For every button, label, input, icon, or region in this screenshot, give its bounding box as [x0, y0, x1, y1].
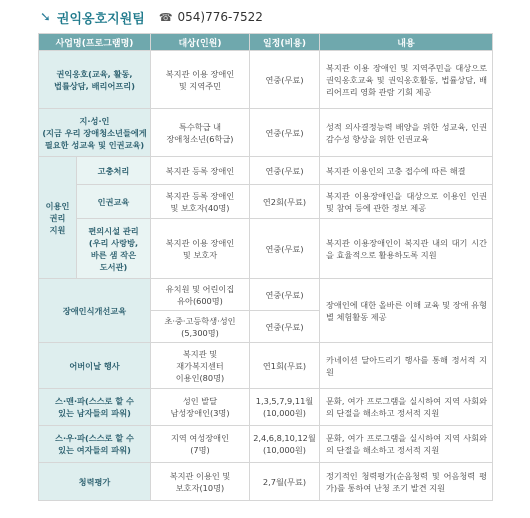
- program-content: 카네이션 달아드리기 행사를 통해 정서적 지원: [320, 343, 493, 389]
- program-schedule: 연1회(무료): [250, 343, 320, 389]
- program-target: 복지관 이용인 및 보호자(10명): [151, 463, 250, 501]
- table-header-row: [39, 34, 493, 51]
- column-header-content: 내용: [320, 34, 493, 51]
- table-row: [39, 185, 493, 219]
- program-target: 초·중·고등학생·성인 (5,300명): [151, 311, 250, 343]
- program-name: 청력평가: [39, 463, 151, 501]
- program-target: 복지관 등록 장애인 및 보호자(40명): [151, 185, 250, 219]
- program-table: [38, 33, 493, 501]
- section-header: [40, 6, 263, 28]
- program-content: 복지관 이용장애인이 복지관 내의 대기 시간을 효율적으로 활용하도록 지원: [320, 219, 493, 279]
- program-target: 특수학급 내 장애청소년(6학급): [151, 109, 250, 157]
- program-content: 복지관 이용인의 고충 접수에 따른 해결: [320, 157, 493, 185]
- program-target: 복지관 이용 장애인 및 보호자: [151, 219, 250, 279]
- table-row: [39, 343, 493, 389]
- program-name: 지·성·인 (지금 우리 장애청소년들에게 필요한 성교육 및 인권교육): [39, 109, 151, 157]
- team-title: 권익옹호지원팀: [56, 11, 145, 27]
- program-name: 고충처리: [77, 157, 151, 185]
- program-schedule: 연중(무료): [250, 51, 320, 109]
- program-schedule: 연중(무료): [250, 311, 320, 343]
- program-content: 복지관 이용 장애인 및 지역주민을 대상으로 권익옹호교육 및 권익옹호활동, 법률상담, 배리어프리 영화 관람 기회 제공: [320, 51, 493, 109]
- program-content: 복지관 이용장애인을 대상으로 이용인 인권 및 참여 등에 관한 정보 제공: [320, 185, 493, 219]
- table-row: [39, 109, 493, 157]
- program-name: 스·맨·파(스스로 할 수 있는 남자들의 파워): [39, 389, 151, 426]
- program-content: 문화, 여가 프로그램을 실시하여 지역 사회와의 단절을 해소하고 정서적 지원: [320, 389, 493, 426]
- program-target: 성인 발달 남성장애인(3명): [151, 389, 250, 426]
- program-target: 지역 여성장애인 (7명): [151, 426, 250, 463]
- table-row: [39, 426, 493, 463]
- program-content: 문화, 여가 프로그램을 실시하여 지역 사회와의 단절을 해소하고 정서적 지원: [320, 426, 493, 463]
- table-row: [39, 463, 493, 501]
- arrow-icon: ➘: [40, 9, 51, 25]
- program-content: 성적 의사결정능력 배양을 위한 성교육, 인권감수성 향상을 위한 인권교육: [320, 109, 493, 157]
- column-header-target: 대상(인원): [151, 34, 250, 51]
- program-name: 장애인식개선교육: [39, 279, 151, 343]
- program-schedule: 연중(무료): [250, 109, 320, 157]
- program-target: 복지관 이용 장애인 및 지역주민: [151, 51, 250, 109]
- table-row: [39, 389, 493, 426]
- program-schedule: 연중(무료): [250, 157, 320, 185]
- program-content: 정기적인 청력평가(순음청력 및 어음청력 평가)를 통하여 난청 조기 발견 지원: [320, 463, 493, 501]
- program-name: 스·우·파(스스로 할 수 있는 여자들의 파워): [39, 426, 151, 463]
- group-label: 이용인 권리 지원: [39, 157, 77, 279]
- phone-icon: ☎: [158, 10, 173, 24]
- program-schedule: 연2회(무료): [250, 185, 320, 219]
- table-row: [39, 51, 493, 109]
- program-name: 권익옹호(교육, 활동, 법률상담, 배리어프리): [39, 51, 151, 109]
- program-target: 유치원 및 어린이집 유아(600명): [151, 279, 250, 311]
- table-row: [39, 279, 493, 311]
- program-schedule: 연중(무료): [250, 219, 320, 279]
- program-schedule: 2,7월(무료): [250, 463, 320, 501]
- program-target: 복지관 및 재가복지센터 이용인(80명): [151, 343, 250, 389]
- table-row: [39, 157, 493, 185]
- program-schedule: 2,4,6,8,10,12월 (10,000원): [250, 426, 320, 463]
- table-row: [39, 219, 493, 279]
- program-name: 편의시설 관리 (우리 사랑방, 바른 샘 작은 도서관): [77, 219, 151, 279]
- program-name: 어버이날 행사: [39, 343, 151, 389]
- program-target: 복지관 등록 장애인: [151, 157, 250, 185]
- program-schedule: 1,3,5,7,9,11월 (10,000원): [250, 389, 320, 426]
- column-header-schedule: 일정(비용): [250, 34, 320, 51]
- program-content: 장애인에 대한 올바른 이해 교육 및 장애 유형별 체험활동 제공: [320, 279, 493, 343]
- program-name: 인권교육: [77, 185, 151, 219]
- phone-number: 054)776-7522: [177, 10, 263, 24]
- column-header-program: 사업명(프로그램명): [39, 34, 151, 51]
- program-schedule: 연중(무료): [250, 279, 320, 311]
